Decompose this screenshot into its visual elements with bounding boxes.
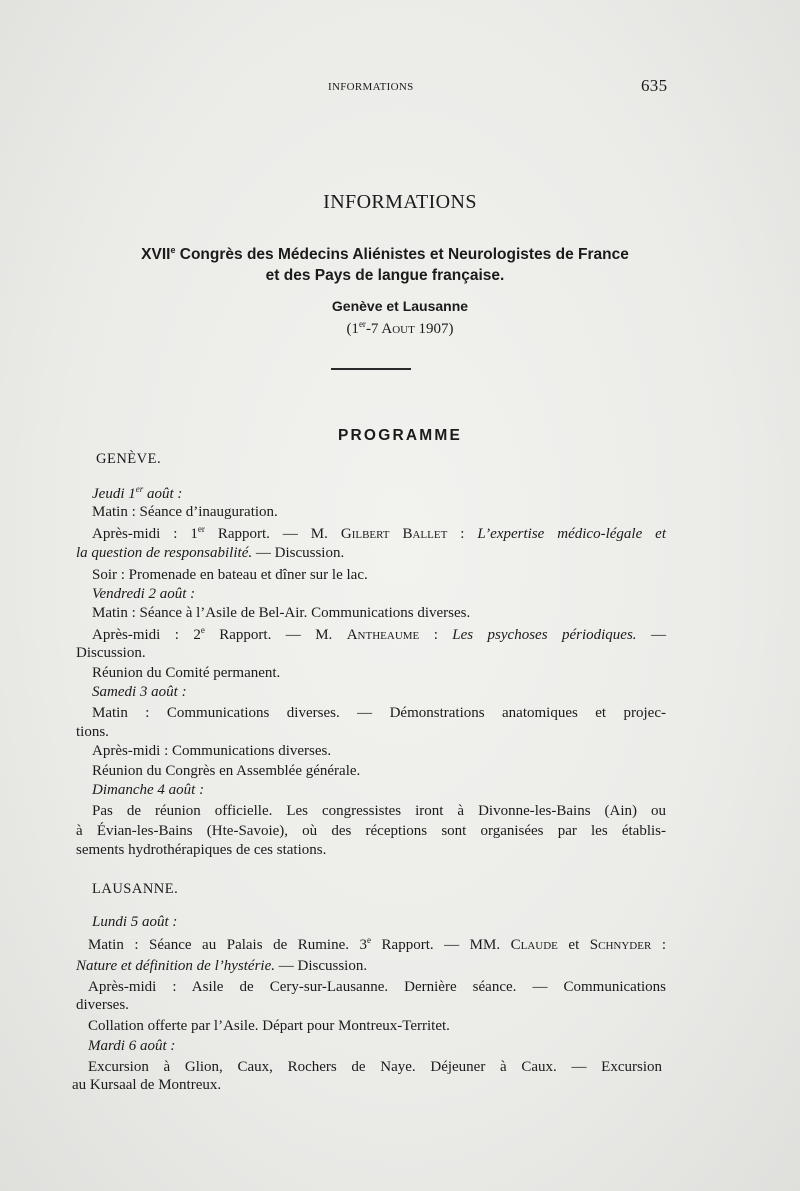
- program-line: Matin : Séance d’inauguration.: [92, 504, 278, 520]
- program-line: Excursion à Glion, Caux, Rochers de Naye. Déjeuner à Caux. — Excursion: [88, 1059, 662, 1075]
- report-title: Les psychoses périodiques.: [452, 627, 637, 643]
- program-line: Après-midi : 1er Rapport. — M. Gilbert Ballet : L’expertise médico-légale et: [92, 524, 666, 542]
- running-head-title: INFORMATIONS: [328, 81, 414, 93]
- program-line: Soir : Promenade en bateau et dîner sur le lac.: [92, 567, 368, 583]
- program-line: Après-midi : Communications diverses.: [92, 743, 332, 759]
- venue-line: Genève et Lausanne: [331, 298, 469, 314]
- program-line: à Évian-les-Bains (Hte-Savoie), où des réceptions sont organisées par les établis-: [76, 823, 666, 839]
- page-number: 635: [641, 76, 668, 95]
- program-line: Réunion du Congrès en Assemblée générale.: [92, 763, 361, 779]
- running-head: [0, 76, 800, 100]
- program-line: Après-midi : Asile de Cery-sur-Lausanne. Dernière séance. — Communications: [88, 979, 666, 995]
- day-heading-lundi: Lundi 5 août :: [92, 914, 178, 930]
- speaker-name: Antheaume: [346, 627, 420, 643]
- speaker-name: Gilbert Ballet: [340, 526, 448, 542]
- program-line: Nature et définition de l’hystérie. — Discussion.: [76, 958, 368, 974]
- congress-title: [80, 244, 690, 286]
- congress-title-line-2: et des Pays de langue française.: [265, 267, 505, 284]
- program-line: tions.: [76, 724, 109, 740]
- program-line: la question de responsabilité. — Discussion.: [76, 545, 345, 561]
- day-heading-mardi: Mardi 6 août :: [88, 1038, 176, 1054]
- day-heading-jeudi: Jeudi 1er août :: [92, 484, 183, 502]
- date-line: (1er-7 Aout 1907): [346, 319, 454, 337]
- program-line: Matin : Séance à l’Asile de Bel-Air. Communications diverses.: [92, 605, 471, 621]
- program-line: Après-midi : 2e Rapport. — M. Antheaume : Les psychoses périodiques. —: [92, 625, 666, 643]
- program-line: Réunion du Comité permanent.: [92, 665, 281, 681]
- separator-rule: [331, 368, 411, 370]
- section-heading-geneve: GENÈVE.: [96, 451, 162, 467]
- program-line: Discussion.: [76, 645, 146, 661]
- day-heading-dimanche: Dimanche 4 août :: [92, 782, 205, 798]
- programme-heading: PROGRAMME: [338, 427, 462, 444]
- program-line: Collation offerte par l’Asile. Départ pour Montreux-Territet.: [88, 1018, 450, 1034]
- congress-title-line-1: XVIIe Congrès des Médecins Aliénistes et Neurologistes de France: [141, 244, 629, 263]
- program-line: au Kursaal de Montreux.: [72, 1077, 222, 1093]
- program-line: Matin : Séance au Palais de Rumine. 3e Rapport. — MM. Claude et Schnyder :: [88, 935, 666, 953]
- program-line: Matin : Communications diverses. — Démonstrations anatomiques et projec-: [92, 705, 666, 721]
- day-heading-vendredi: Vendredi 2 août :: [92, 586, 196, 602]
- program-line: Pas de réunion officielle. Les congressistes iront à Divonne-les-Bains (Ain) ou: [92, 803, 666, 819]
- program-line: diverses.: [76, 997, 129, 1013]
- program-line: sements hydrothérapiques de ces stations.: [76, 842, 327, 858]
- report-title: L’expertise médico-légale et: [477, 526, 666, 542]
- speaker-name: Claude: [510, 937, 558, 953]
- section-heading-lausanne: LAUSANNE.: [92, 881, 179, 897]
- page-title: INFORMATIONS: [323, 191, 477, 213]
- speaker-name: Schnyder: [589, 937, 652, 953]
- day-heading-samedi: Samedi 3 août :: [92, 684, 187, 700]
